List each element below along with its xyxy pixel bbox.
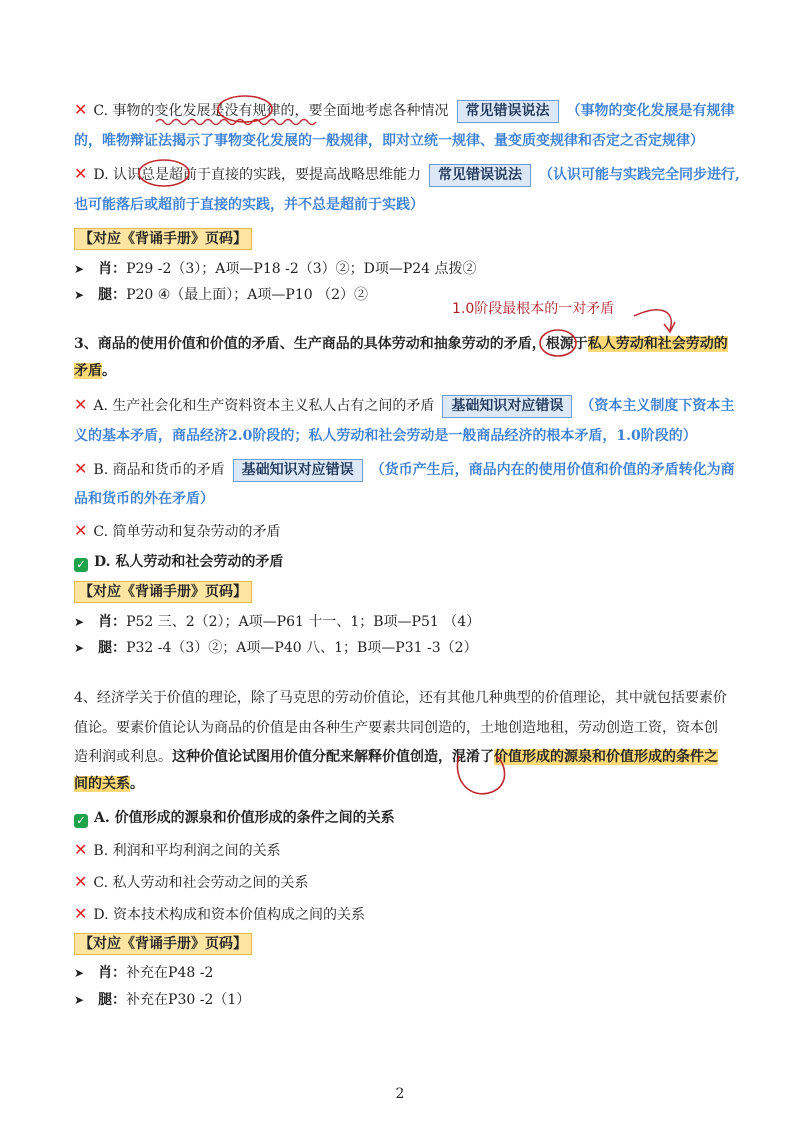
- reference-row: ➤ 腿：P20 ④（最上面）；A项—P10 （2）②: [74, 287, 368, 303]
- wrong-icon: ✕: [74, 840, 88, 859]
- page-number: 2: [395, 1086, 405, 1102]
- check-icon: ✓: [74, 558, 88, 572]
- question-3-stem-cont: 矛盾。: [74, 363, 116, 379]
- wrong-icon: ✕: [74, 100, 88, 119]
- arrow-curve: [634, 310, 671, 330]
- handwritten-annotation: 1.0阶段最根本的一对矛盾: [452, 301, 615, 317]
- basic-knowledge-error-tag: 基础知识对应错误: [233, 459, 363, 482]
- wrong-icon: ✕: [74, 521, 88, 540]
- question-4-stem-line2: 值论。要素价值论认为商品的价值是由各种生产要素共同创造的，土地创造地租，劳动创造工资，资本创: [74, 720, 718, 736]
- option-c-wrong: ✕ C. 事物的变化发展是没有规律的，要全面地考虑各种情况 常见错误说法 （事物的变化发展是有规律: [74, 100, 735, 123]
- handbook-reference-label: 【对应《背诵手册》页码】: [74, 933, 252, 955]
- arrow-head: [664, 322, 675, 332]
- option-d-wrong: ✕ D. 认识总是超前于直接的实践，要提高战略思维能力 常见错误说法 （认识可能与实践完全同步进行,: [74, 164, 740, 187]
- reference-row: ➤ 腿：P32 -4（3）②；A项—P40 八、1；B项—P31 -3（2）: [74, 640, 478, 656]
- explanation-text: 义的基本矛盾，商品经济2.0阶段的；私人劳动和社会劳动是一般商品经济的根本矛盾，1.0阶段的）: [74, 428, 697, 444]
- option-a-correct: ✓ A. 价值形成的源泉和价值形成的条件之间的关系: [74, 808, 395, 828]
- wrong-icon: ✕: [74, 395, 88, 414]
- reference-row: ➤ 腿：补充在P30 -2（1）: [74, 992, 251, 1008]
- wrong-icon: ✕: [74, 459, 88, 478]
- question-4-stem-line1: 4、经济学关于价值的理论，除了马克思的劳动价值论，还有其他几种典型的价值理论，其中就包括要素价: [74, 690, 727, 706]
- option-d-correct: ✓ D. 私人劳动和社会劳动的矛盾: [74, 552, 283, 572]
- explanation-text: 的，唯物辩证法揭示了事物变化发展的一般规律，即对立统一规律、量变质变规律和否定之否定规律）: [74, 133, 704, 149]
- explanation-text: 品和货币的外在矛盾）: [74, 491, 214, 507]
- option-a-wrong: ✕ A. 生产社会化和生产资料资本主义私人占有之间的矛盾 基础知识对应错误 （资本主义制度下资本主: [74, 395, 734, 418]
- bullet-icon: ➤: [74, 262, 85, 276]
- option-b-wrong: ✕ B. 利润和平均利润之间的关系: [74, 840, 281, 859]
- bullet-icon: ➤: [74, 641, 85, 655]
- reference-row: ➤ 肖：P52 三、2（2）；A项—P61 十一、1；B项—P51 （4）: [74, 614, 481, 630]
- option-b-wrong: ✕ B. 商品和货币的矛盾 基础知识对应错误 （货币产生后，商品内在的使用价值和价值的矛盾转化为商: [74, 459, 735, 482]
- handbook-reference-label: 【对应《背诵手册》页码】: [74, 228, 252, 250]
- common-error-tag: 常见错误说法: [457, 100, 559, 123]
- bullet-icon: ➤: [74, 993, 85, 1007]
- bullet-icon: ➤: [74, 966, 85, 980]
- wrong-icon: ✕: [74, 904, 88, 923]
- question-4-stem-line4: 间的关系。: [74, 776, 144, 792]
- option-d-wrong: ✕ D. 资本技术构成和资本价值构成之间的关系: [74, 904, 366, 923]
- question-4-stem-line3: 造利润或利息。这种价值论试图用价值分配来解释价值创造，混淆了价值形成的源泉和价值形成的条件之: [74, 749, 718, 765]
- common-error-tag: 常见错误说法: [429, 164, 531, 187]
- bullet-icon: ➤: [74, 615, 85, 629]
- wrong-icon: ✕: [74, 872, 88, 891]
- option-c-wrong: ✕ C. 私人劳动和社会劳动之间的关系: [74, 872, 309, 891]
- basic-knowledge-error-tag: 基础知识对应错误: [442, 395, 572, 418]
- question-3-stem: 3、商品的使用价值和价值的矛盾、生产商品的具体劳动和抽象劳动的矛盾，根源于私人劳动和社会劳动的: [74, 336, 728, 352]
- bullet-icon: ➤: [74, 288, 85, 302]
- reference-row: ➤ 肖：补充在P48 -2: [74, 965, 214, 981]
- handbook-reference-label: 【对应《背诵手册》页码】: [74, 581, 252, 603]
- explanation-text: 也可能落后或超前于直接的实践，并不总是超前于实践）: [74, 197, 424, 213]
- wrong-icon: ✕: [74, 164, 88, 183]
- check-icon: ✓: [74, 814, 88, 828]
- option-c-wrong: ✕ C. 简单劳动和复杂劳动的矛盾: [74, 521, 281, 540]
- reference-row: ➤ 肖：P29 -2（3）；A项—P18 -2（3）②；D项—P24 点拨②: [74, 261, 477, 277]
